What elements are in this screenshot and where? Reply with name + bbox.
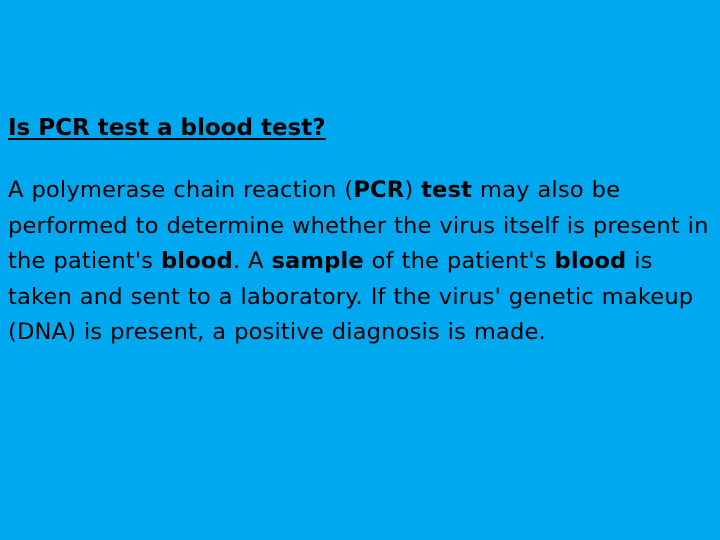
slide-heading: Is PCR test a blood test? [8,115,326,141]
paragraph-run: of the patient's [363,248,555,274]
paragraph-run-bold: PCR [353,177,405,203]
slide-paragraph [8,173,714,351]
paragraph-run: may also be performed to determine whether the virus itself is present in the patient's [8,177,709,274]
paragraph-run: ) [404,177,422,203]
paragraph-run-bold: test [421,177,473,203]
paragraph-run-bold: blood [160,248,233,274]
paragraph-run: is taken and sent to a laboratory. If the virus' genetic makeup (DNA) is present, a positive diagnosis is made. [8,248,694,345]
paragraph-run-bold: blood [554,248,627,274]
paragraph-run-bold: sample [271,248,364,274]
paragraph-run: A polymerase chain reaction ( [8,177,354,203]
paragraph-run: . A [232,248,272,274]
